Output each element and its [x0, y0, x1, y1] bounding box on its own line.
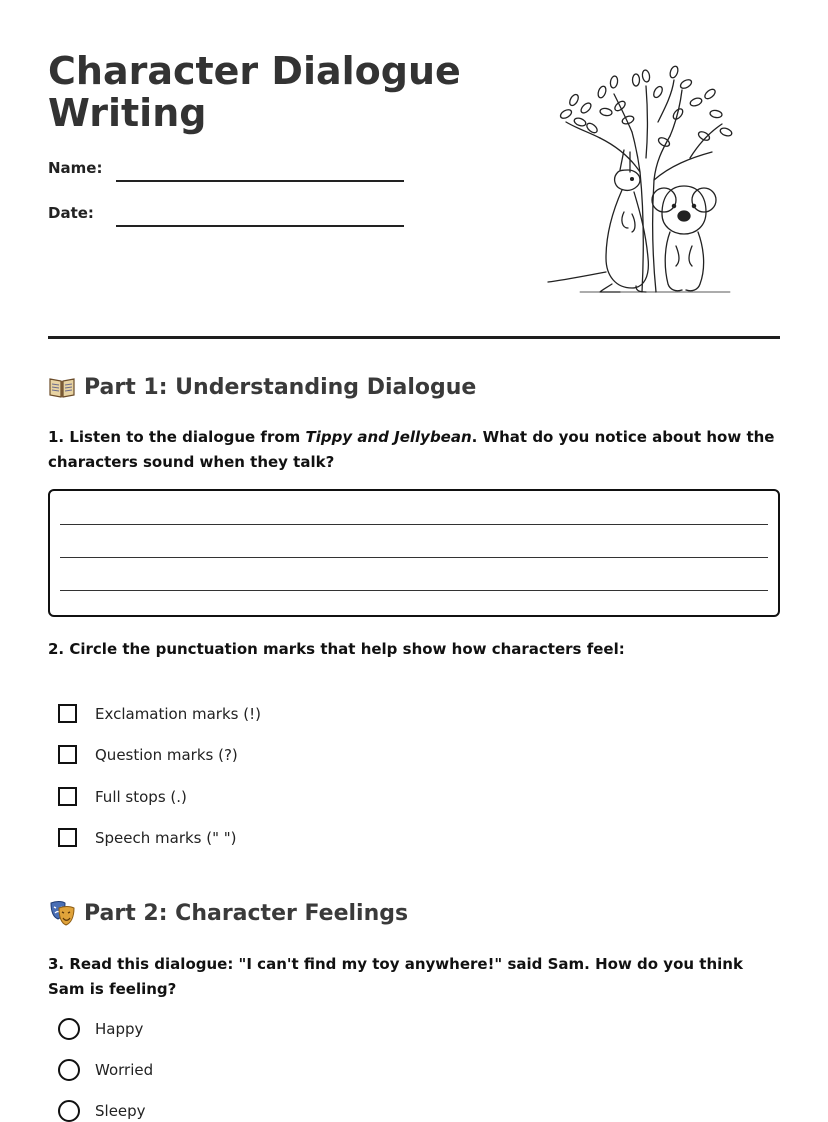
question-2: 2. Circle the punctuation marks that help show how characters feel: — [48, 640, 625, 658]
part1-heading — [48, 374, 476, 400]
worksheet-title: Character Dialogue Writing — [48, 49, 461, 135]
open-book-icon — [48, 374, 76, 400]
answer-line — [60, 524, 768, 525]
option-worried[interactable] — [58, 1059, 153, 1081]
checkbox[interactable] — [58, 704, 77, 723]
option-happy[interactable] — [58, 1018, 143, 1040]
option-label: Happy — [95, 1020, 144, 1038]
option-full-stops[interactable] — [58, 787, 187, 806]
option-question-marks[interactable] — [58, 745, 238, 764]
part1-heading-text: Part 1: Understanding Dialogue — [84, 374, 477, 400]
theatre-masks-icon — [48, 900, 76, 926]
option-label: Sleepy — [95, 1102, 146, 1120]
answer-line — [60, 590, 768, 591]
radio-button[interactable] — [58, 1018, 80, 1040]
option-label: Full stops (.) — [95, 787, 187, 806]
question-1-book-title: Tippy and Jellybean — [305, 428, 472, 446]
option-speech-marks[interactable] — [58, 828, 237, 847]
question-1-prefix: 1. Listen to the dialogue from — [48, 428, 306, 446]
checkbox[interactable] — [58, 787, 77, 806]
header-divider — [48, 336, 780, 339]
question-1-suffix: . What do you notice about how the characters sound when they talk? — [48, 428, 775, 471]
radio-button[interactable] — [58, 1059, 80, 1081]
option-sleepy[interactable] — [58, 1100, 146, 1122]
name-field[interactable] — [116, 180, 404, 182]
date-label: Date: — [48, 204, 94, 222]
question-3: 3. Read this dialogue: "I can't find my toy anywhere!" said Sam. How do you think Sam is feeling? — [48, 955, 743, 998]
kangaroo-koala-tree-illustration — [540, 62, 740, 298]
part2-heading — [48, 900, 408, 926]
option-exclamation-marks[interactable] — [58, 704, 261, 723]
answer-line — [60, 557, 768, 558]
option-label: Exclamation marks (!) — [95, 704, 261, 723]
date-field[interactable] — [116, 225, 404, 227]
option-label: Worried — [95, 1061, 154, 1079]
option-label: Question marks (?) — [95, 745, 238, 764]
name-label: Name: — [48, 159, 103, 177]
checkbox[interactable] — [58, 828, 77, 847]
radio-button[interactable] — [58, 1100, 80, 1122]
option-label: Speech marks (" ") — [95, 828, 237, 847]
checkbox[interactable] — [58, 745, 77, 764]
answer-box-question-1[interactable] — [48, 489, 780, 617]
question-1 — [48, 425, 780, 475]
part2-heading-text: Part 2: Character Feelings — [84, 900, 409, 926]
